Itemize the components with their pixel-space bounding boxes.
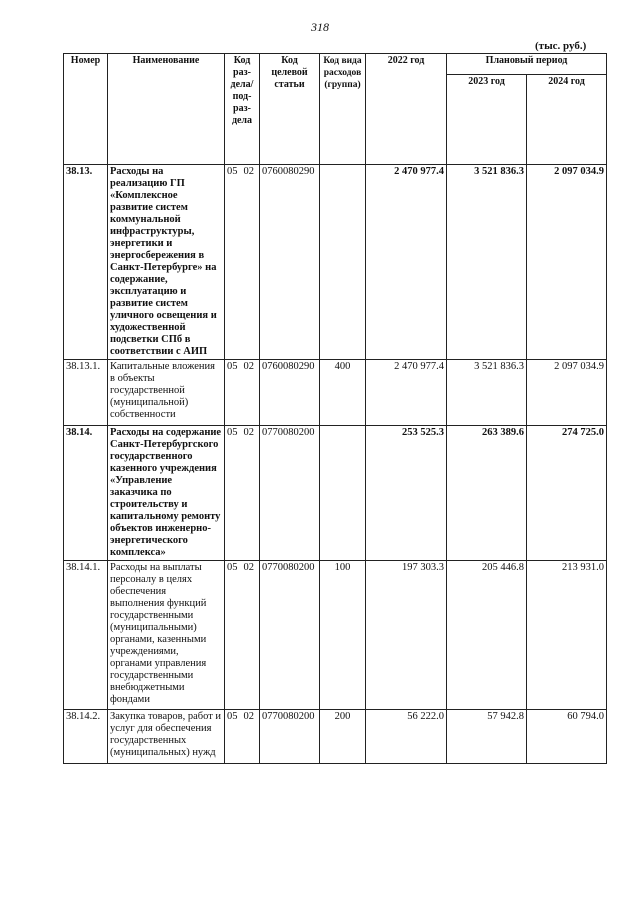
row-kind: 400 bbox=[320, 360, 366, 426]
row-number: 38.14. bbox=[64, 426, 108, 561]
table-row bbox=[64, 710, 607, 764]
row-kind bbox=[320, 426, 366, 561]
row-section-code: 05 bbox=[227, 166, 238, 177]
row-target: 0770080200 bbox=[260, 561, 320, 710]
row-2024: 213 931.0 bbox=[527, 561, 607, 710]
header-target: Код целевой статьи bbox=[260, 54, 320, 165]
row-section-code: 05 bbox=[227, 711, 238, 722]
row-name: Капитальные вложения в объекты государственной (муниципальной) собственности bbox=[108, 360, 225, 426]
header-name: Наименование bbox=[108, 54, 225, 165]
table-row bbox=[64, 426, 607, 561]
header-2024: 2024 год bbox=[527, 74, 607, 164]
page-number: 318 bbox=[311, 20, 329, 34]
row-2022: 2 470 977.4 bbox=[366, 165, 447, 360]
row-2022: 2 470 977.4 bbox=[366, 360, 447, 426]
row-name: Закупка товаров, работ и услуг для обеспечения государственных (муниципальных) нужд bbox=[108, 710, 225, 764]
row-section bbox=[225, 710, 260, 764]
header-2023: 2023 год bbox=[447, 74, 527, 164]
row-2022: 253 525.3 bbox=[366, 426, 447, 561]
units-label: (тыс. руб.) bbox=[535, 40, 587, 52]
row-subsection-code: 02 bbox=[243, 562, 254, 573]
header-number: Номер bbox=[64, 54, 108, 165]
row-name: Расходы на содержание Санкт-Петербургского государственного казенного учреждения «Управление заказчика по строительству и капитальному ремонту объектов инженерно-энергетического комплекса» bbox=[108, 426, 225, 561]
row-number: 38.13.1. bbox=[64, 360, 108, 426]
row-kind bbox=[320, 165, 366, 360]
row-subsection-code: 02 bbox=[243, 427, 254, 438]
table-row bbox=[64, 165, 607, 360]
header-2022: 2022 год bbox=[366, 54, 447, 165]
row-section bbox=[225, 165, 260, 360]
row-kind: 100 bbox=[320, 561, 366, 710]
row-2024: 60 794.0 bbox=[527, 710, 607, 764]
row-section-code: 05 bbox=[227, 361, 238, 372]
row-2023: 3 521 836.3 bbox=[447, 360, 527, 426]
row-subsection-code: 02 bbox=[243, 166, 254, 177]
header-planning: Плановый период bbox=[447, 54, 607, 75]
row-section bbox=[225, 561, 260, 710]
header-section: Код раз-дела/ под-раз-дела bbox=[225, 54, 260, 165]
row-section-code: 05 bbox=[227, 427, 238, 438]
row-2023: 57 942.8 bbox=[447, 710, 527, 764]
row-number: 38.13. bbox=[64, 165, 108, 360]
row-2022: 56 222.0 bbox=[366, 710, 447, 764]
row-2023: 3 521 836.3 bbox=[447, 165, 527, 360]
row-2023: 205 446.8 bbox=[447, 561, 527, 710]
row-subsection-code: 02 bbox=[243, 361, 254, 372]
row-section bbox=[225, 426, 260, 561]
row-2024: 274 725.0 bbox=[527, 426, 607, 561]
header-kind: Код вида расходов (группа) bbox=[320, 54, 366, 165]
row-2024: 2 097 034.9 bbox=[527, 360, 607, 426]
row-target: 0770080200 bbox=[260, 426, 320, 561]
row-number: 38.14.1. bbox=[64, 561, 108, 710]
row-name: Расходы на выплаты персоналу в целях обеспечения выполнения функций государственными (муниципальными) органами, казенными учреждениями, органами управления государственными внебюджетными фондами bbox=[108, 561, 225, 710]
row-number: 38.14.2. bbox=[64, 710, 108, 764]
row-2024: 2 097 034.9 bbox=[527, 165, 607, 360]
row-2023: 263 389.6 bbox=[447, 426, 527, 561]
row-2022: 197 303.3 bbox=[366, 561, 447, 710]
row-section-code: 05 bbox=[227, 562, 238, 573]
row-target: 0770080200 bbox=[260, 710, 320, 764]
row-section bbox=[225, 360, 260, 426]
budget-table bbox=[63, 53, 607, 764]
row-kind: 200 bbox=[320, 710, 366, 764]
row-subsection-code: 02 bbox=[243, 711, 254, 722]
row-target: 0760080290 bbox=[260, 360, 320, 426]
row-name: Расходы на реализацию ГП «Комплексное развитие систем коммунальной инфраструктуры, энергетики и энергосбережения в Санкт-Петербурге» на содержание, эксплуатацию и развитие систем уличного освещения и художественной подсветки СПб в соответствии с АИП bbox=[108, 165, 225, 360]
table-row bbox=[64, 360, 607, 426]
row-target: 0760080290 bbox=[260, 165, 320, 360]
table-row bbox=[64, 561, 607, 710]
